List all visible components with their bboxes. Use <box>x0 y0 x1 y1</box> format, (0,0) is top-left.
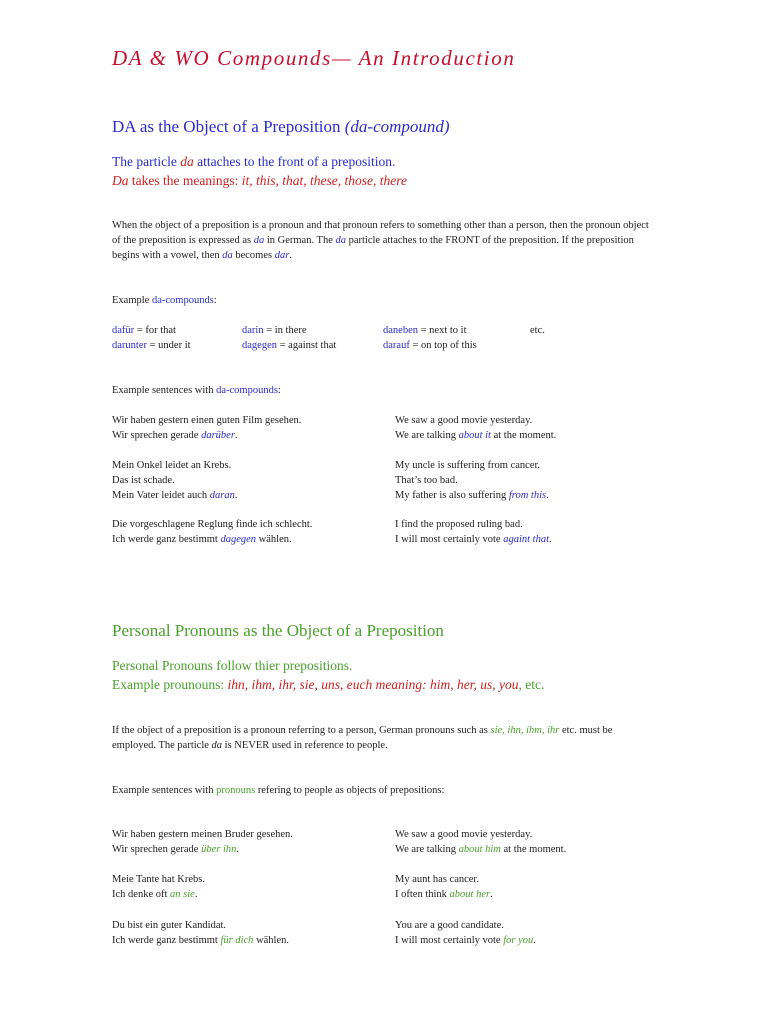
da-g1-german <box>112 413 301 443</box>
highlight-term: about it <box>458 430 491 441</box>
compound-meaning: = in there <box>263 325 307 336</box>
sentence-part: . <box>236 844 239 855</box>
da-explanation-paragraph <box>112 218 652 263</box>
german-sentence <box>112 428 301 443</box>
sentence-part: . <box>234 490 238 501</box>
sentence-part: My father is also suffering <box>395 490 509 501</box>
compound-meaning: = for that <box>134 325 176 336</box>
sentence-part: Wir sprechen gerade <box>112 844 202 855</box>
pronoun-sentences-label-c: refering to people as objects of prepositions: <box>255 785 445 796</box>
compound-etc: etc. <box>530 325 545 336</box>
sentence-part: Ich werde ganz bestimmt <box>112 935 221 946</box>
da-lead-2-b: takes the meanings: <box>128 173 242 188</box>
pronoun-g3-english <box>395 918 536 948</box>
german-sentence: Mein Onkel leidet an Krebs. <box>112 460 232 471</box>
sentence-part: at the moment. <box>500 844 567 855</box>
sentence-part: We are talking <box>395 844 459 855</box>
sentence-part: . <box>234 430 238 441</box>
pronoun-lead-1: Personal Pronouns follow thier prepositions. <box>112 658 353 673</box>
highlight-term: über ihn <box>201 844 237 855</box>
sentence-part: Ich denke oft <box>112 889 171 900</box>
english-sentence: We saw a good movie yesterday. <box>395 415 533 426</box>
da-lead-2 <box>112 171 407 190</box>
compound-meaning: = under it <box>146 340 191 351</box>
da-example-label-c: : <box>213 295 217 306</box>
da-lead-1 <box>112 152 395 171</box>
sentence-part: . <box>490 889 493 900</box>
da-lead-2-c: it, this, that, these, those, there <box>241 173 407 188</box>
compound-dafur <box>112 323 176 338</box>
english-sentence: We saw a good movie yesterday. <box>395 829 533 840</box>
pronoun-g1-german <box>112 827 293 857</box>
sentence-part: wählen. <box>256 534 292 545</box>
compound-darunter <box>112 338 191 353</box>
pronoun-g2-english <box>395 872 493 902</box>
highlight-term: für dich <box>220 935 254 946</box>
da-para-w2: da <box>335 235 346 246</box>
da-g3-german <box>112 517 312 547</box>
sentence-part: . <box>546 490 549 501</box>
compound-word: dagegen <box>242 340 277 351</box>
da-para-w3: da <box>222 250 233 261</box>
sentence-part: at the moment. <box>490 430 557 441</box>
sentence-part: I will most certainly vote <box>395 935 504 946</box>
english-sentence: My uncle is suffering from cancer. <box>395 460 541 471</box>
pronoun-lead-2-a: Example prounouns: <box>112 677 228 692</box>
highlight-term: for you <box>503 935 534 946</box>
da-para-t1: When the object of a preposition is a pronoun and that pronoun refers to something other than a person, then the pronoun object of the preposition is expressed as <box>112 220 649 246</box>
german-sentence: Wir haben gestern meinen Bruder gesehen. <box>112 829 293 840</box>
pronoun-explanation-paragraph <box>112 723 652 753</box>
da-example-label-a: Example <box>112 295 152 306</box>
compound-word: darunter <box>112 340 147 351</box>
sentence-part: I will most certainly vote <box>395 534 504 545</box>
da-para-t5: . <box>289 250 292 261</box>
da-g2-german <box>112 458 238 503</box>
da-sentences-label <box>112 383 281 398</box>
german-sentence: Das ist schade. <box>112 475 175 486</box>
highlight-term: againt that <box>503 534 549 545</box>
highlight-term: about him <box>458 844 501 855</box>
section-da-heading-italic: (da-compound) <box>344 117 450 136</box>
pronoun-lead-2-b: ihn, ihm, ihr, sie, uns, euch meaning: him, her, us, you <box>227 677 519 692</box>
english-sentence <box>395 933 536 948</box>
pronoun-lead-2 <box>112 675 544 694</box>
highlight-term: darüber <box>201 430 235 441</box>
english-sentence <box>395 532 552 547</box>
compound-word: dafür <box>112 325 135 336</box>
sentence-part: We are talking <box>395 430 459 441</box>
pronoun-para-w2: da <box>211 740 223 751</box>
da-g3-english <box>395 517 552 547</box>
da-example-label <box>112 293 217 308</box>
german-sentence: Meie Tante hat Krebs. <box>112 874 205 885</box>
pronoun-sentences-label <box>112 783 444 798</box>
da-sentences-label-a: Example sentences with <box>112 385 217 396</box>
sentence-part: Mein Vater leidet auch <box>112 490 210 501</box>
da-para-t4: becomes <box>232 250 275 261</box>
sentence-part: . <box>548 534 552 545</box>
english-sentence: You are a good candidate. <box>395 920 504 931</box>
highlight-term: dagegen <box>220 534 257 545</box>
page-title: DA & WO Compounds— An Introduction <box>112 46 516 70</box>
da-lead-1-a: The particle <box>112 154 181 169</box>
sentence-part: I often think <box>395 889 450 900</box>
pronoun-lead-2-c: , etc. <box>518 677 545 692</box>
da-lead-2-a: Da <box>112 173 129 188</box>
compound-meaning: = against that <box>276 340 337 351</box>
pronoun-para-t1: If the object of a preposition is a pronoun referring to a person, German pronouns such as <box>112 725 491 736</box>
compound-word: darin <box>242 325 264 336</box>
pronoun-g3-german <box>112 918 289 948</box>
highlight-term: about her <box>449 889 491 900</box>
german-sentence <box>112 933 289 948</box>
pronoun-sentences-label-b: pronouns <box>216 785 256 796</box>
compound-meaning: = next to it <box>417 325 467 336</box>
compound-darauf <box>383 338 477 353</box>
english-sentence <box>395 428 556 443</box>
english-sentence: My aunt has cancer. <box>395 874 479 885</box>
da-lead-1-b: da <box>180 154 194 169</box>
sentence-part: wählen. <box>253 935 290 946</box>
da-para-t2: in German. The <box>264 235 336 246</box>
sentence-part: Wir sprechen gerade <box>112 430 202 441</box>
german-sentence <box>112 488 238 503</box>
german-sentence: Wir haben gestern einen guten Film gesehen. <box>112 415 302 426</box>
pronoun-g2-german <box>112 872 205 902</box>
german-sentence: Die vorgeschlagene Reglung finde ich schlecht. <box>112 519 313 530</box>
highlight-term: from this <box>508 490 547 501</box>
compound-dagegen <box>242 338 336 353</box>
da-para-w1: da <box>253 235 265 246</box>
da-g1-english <box>395 413 556 443</box>
german-sentence <box>112 532 312 547</box>
compound-meaning: = on top of this <box>409 340 477 351</box>
english-sentence <box>395 488 549 503</box>
section-da-heading <box>112 117 450 137</box>
german-sentence <box>112 887 205 902</box>
english-sentence: I find the proposed ruling bad. <box>395 519 523 530</box>
da-para-w4: dar <box>274 250 290 261</box>
da-sentences-label-c: : <box>277 385 281 396</box>
english-sentence <box>395 842 566 857</box>
english-sentence: That’s too bad. <box>395 475 458 486</box>
compound-daneben <box>383 323 467 338</box>
compound-word: darauf <box>383 340 410 351</box>
highlight-term: daran <box>209 490 235 501</box>
pronoun-para-t2: etc. must be employed. The particle <box>112 725 613 751</box>
pronoun-sentences-label-a: Example sentences with <box>112 785 217 796</box>
da-sentences-label-b: da-compounds <box>216 385 278 396</box>
da-lead-1-c: attaches to the front of a preposition. <box>193 154 396 169</box>
sentence-part: . <box>533 935 536 946</box>
da-g2-english <box>395 458 549 503</box>
german-sentence <box>112 842 293 857</box>
highlight-term: an sie <box>170 889 195 900</box>
compound-word: daneben <box>383 325 418 336</box>
english-sentence <box>395 887 493 902</box>
pronoun-para-t3: is NEVER used in reference to people. <box>222 740 388 751</box>
pronoun-para-w1: sie, ihn, ihm, ihr <box>490 725 560 736</box>
da-para-t3: particle attaches to the FRONT of the preposition. If the preposition begins with a vowel, then <box>112 235 634 261</box>
sentence-part: Ich werde ganz bestimmt <box>112 534 221 545</box>
sentence-part: . <box>194 889 198 900</box>
pronoun-g1-english <box>395 827 566 857</box>
da-example-label-b: da-compounds <box>151 295 214 306</box>
compound-darin <box>242 323 307 338</box>
section-pronouns-heading: Personal Pronouns as the Object of a Preposition <box>112 621 444 640</box>
german-sentence: Du bist ein guter Kandidat. <box>112 920 227 931</box>
section-da-heading-text: DA as the Object of a Preposition <box>112 117 341 136</box>
